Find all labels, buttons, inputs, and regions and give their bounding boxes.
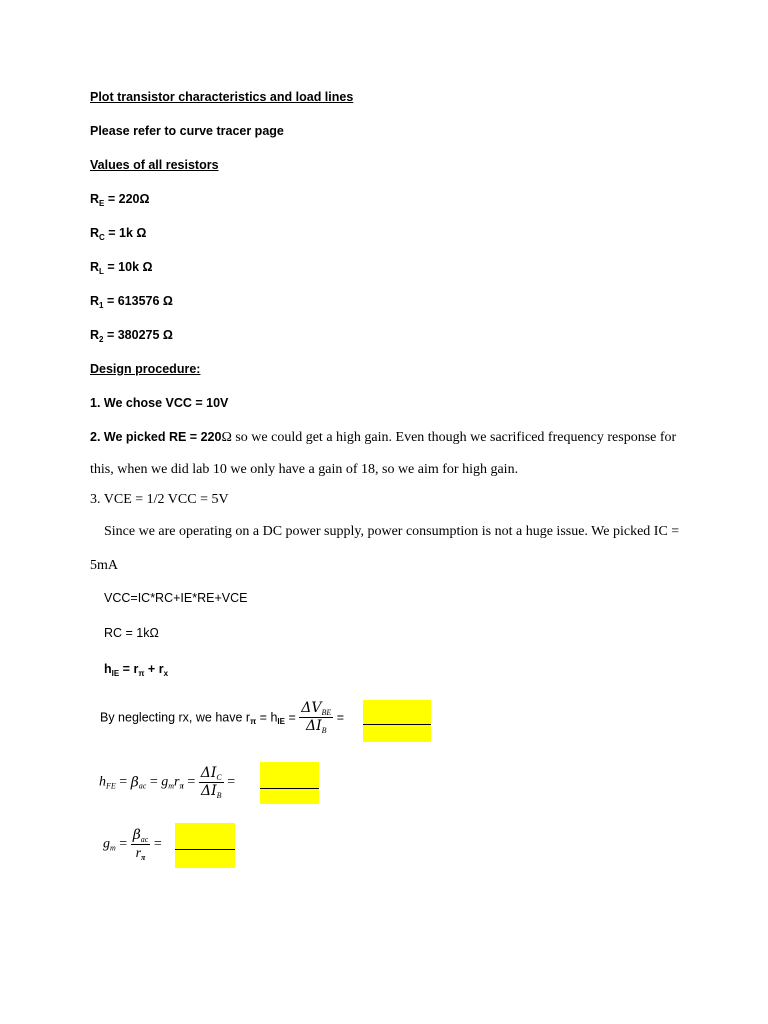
step-2: 2. We picked RE = 220Ω so we could get a high gain. Even though we sacrificed frequency response for [90,430,677,445]
resistor-re: $R_E = 220\Omega$ [90,192,150,208]
answer-box-gm[interactable] [175,823,235,868]
step-1: 1. We chose VCC = 10V [90,396,229,410]
delta-vbe-over-delta-ib: $\frac{\Delta V_{BE}}{\Delta I_B}$ [301,700,332,735]
resistor-rc: $R_C = 1k$ Ω [90,226,147,242]
dc-supply-line: Since we are operating on a DC power supply, power consumption is not a huge issue. We picked IC = [104,524,680,539]
resistor-r2: $R_2 = 380275$ Ω [90,328,173,344]
refer-line: Please refer to curve tracer page [90,124,284,138]
neglect-equation: By neglecting rx, we have $r_\pi = h_{IE}$ = $\frac{\Delta V_{BE}}{\Delta I_B}$ = [100,700,345,735]
hfe-equation: $h_{FE} = \beta_{ac} = g_mr_\pi$ = $\frac{\Delta I_C}{\Delta I_B}$ = [99,765,236,800]
step-3: 3. VCE = 1/2 VCC = 5V [90,492,229,507]
answer-box-hfe[interactable] [260,762,319,804]
rc-equation: RC = 1kΩ [104,626,159,640]
resistor-r1: $R_1 = 613576$ Ω [90,294,173,310]
vcc-equation: VCC=IC*RC+IE*RE+VCE [104,591,248,605]
gm-equation: $g_m$ = $\frac{\beta_{ac}}{r_\pi}$ = [103,827,162,862]
hie-equation: $h_{IE} = r_\pi + r_x$ [104,662,169,678]
dc-supply-line-2: 5mA [90,558,118,573]
step-2-continued: this, when we did lab 10 we only have a gain of 18, so we aim for high gain. [90,462,519,477]
heading-plot: Plot transistor characteristics and load lines [90,90,354,104]
heading-design: Design procedure: [90,362,201,376]
beta-over-rpi: $\frac{\beta_{ac}}{r_\pi}$ [132,827,149,862]
heading-resistors: Values of all resistors [90,158,219,172]
delta-ic-over-delta-ib: $\frac{\Delta I_C}{\Delta I_B}$ [200,765,222,800]
answer-box-rpi[interactable] [363,700,431,742]
resistor-rl: $R_L = 10k$ Ω [90,260,153,276]
